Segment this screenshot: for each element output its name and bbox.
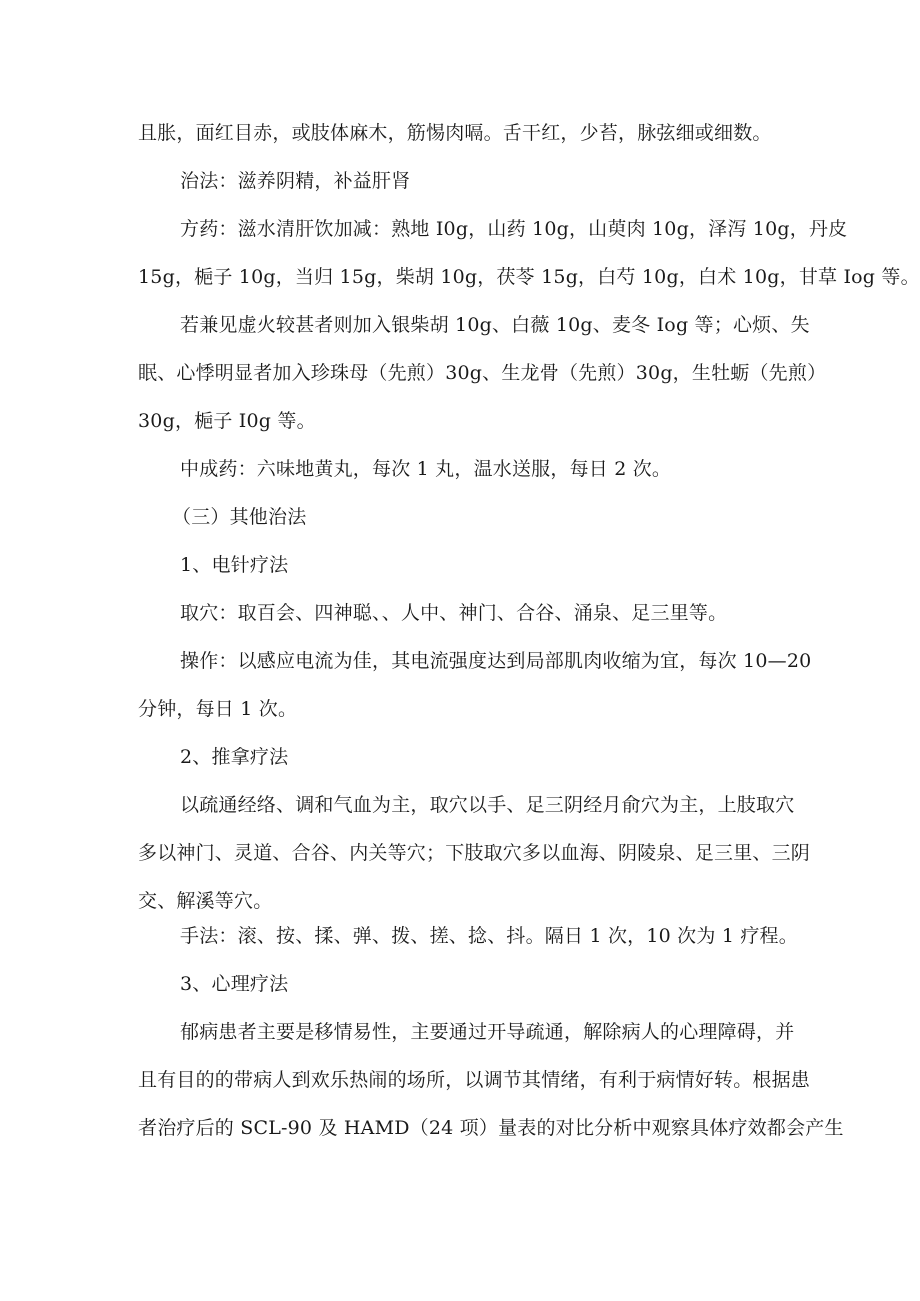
subsection-heading: 2、推拿疗法 <box>180 746 289 768</box>
paragraph-line: 且胀，面红目赤，或肢体麻木，筋惕肉嗝。舌干红，少苔，脉弦细或细数。 <box>138 122 772 144</box>
paragraph-line: 且有目的的带病人到欢乐热闹的场所，以调节其情绪，有利于病情好转。根据患 <box>138 1069 811 1091</box>
paragraph-line: 取穴：取百会、四神聪、、人中、神门、合谷、涌泉、足三里等。 <box>180 602 728 624</box>
paragraph-line: 操作：以感应电流为佳，其电流强度达到局部肌肉收缩为宜，每次 10—20 <box>180 650 812 672</box>
subsection-heading: 1、电针疗法 <box>180 554 289 576</box>
section-heading: （三）其他治法 <box>172 506 307 528</box>
paragraph-line: 治法：滋养阴精，补益肝肾 <box>180 170 411 192</box>
subsection-heading: 3、心理疗法 <box>180 973 289 995</box>
paragraph-line: 中成药：六味地黄丸，每次 1 丸，温水送服，每日 2 次。 <box>180 458 672 480</box>
paragraph-line: 15g，梔子 10g，当归 15g，柴胡 10g，茯苓 15g，白芍 10g，白术 10g，甘草 Iog 等。 <box>138 266 920 288</box>
paragraph-line: 眠、心悸明显者加入珍珠母（先煎）30g、生龙骨（先煎）30g，生牡蛎（先煎） <box>138 362 827 384</box>
paragraph-line: 方药：滋水清肝饮加减：熟地 I0g，山药 10g，山萸肉 10g，泽泻 10g，丹皮 <box>180 218 848 240</box>
paragraph-line: 若兼见虚火较甚者则加入银柴胡 10g、白薇 10g、麦冬 Iog 等；心烦、失 <box>180 314 810 336</box>
paragraph-line: 分钟，每日 1 次。 <box>138 698 298 720</box>
paragraph-line: 者治疗后的 SCL-90 及 HAMD（24 项）量表的对比分析中观察具体疗效都会产生 <box>138 1117 844 1139</box>
paragraph-line: 多以神门、灵道、合谷、内关等穴；下肢取穴多以血海、阴陵泉、足三里、三阴 <box>138 842 811 864</box>
paragraph-line: 30g，梔子 I0g 等。 <box>138 410 316 432</box>
paragraph-line: 交、解溪等穴。 <box>138 890 273 912</box>
paragraph-line: 手法：滚、按、揉、弹、拨、搓、捻、抖。隔日 1 次，10 次为 1 疗程。 <box>180 925 798 947</box>
paragraph-line: 郁病患者主要是移情易性，主要通过开导疏通，解除病人的心理障碍，并 <box>180 1021 795 1043</box>
paragraph-line: 以疏通经络、调和气血为主，取穴以手、足三阴经月俞穴为主，上肢取穴 <box>180 794 795 816</box>
